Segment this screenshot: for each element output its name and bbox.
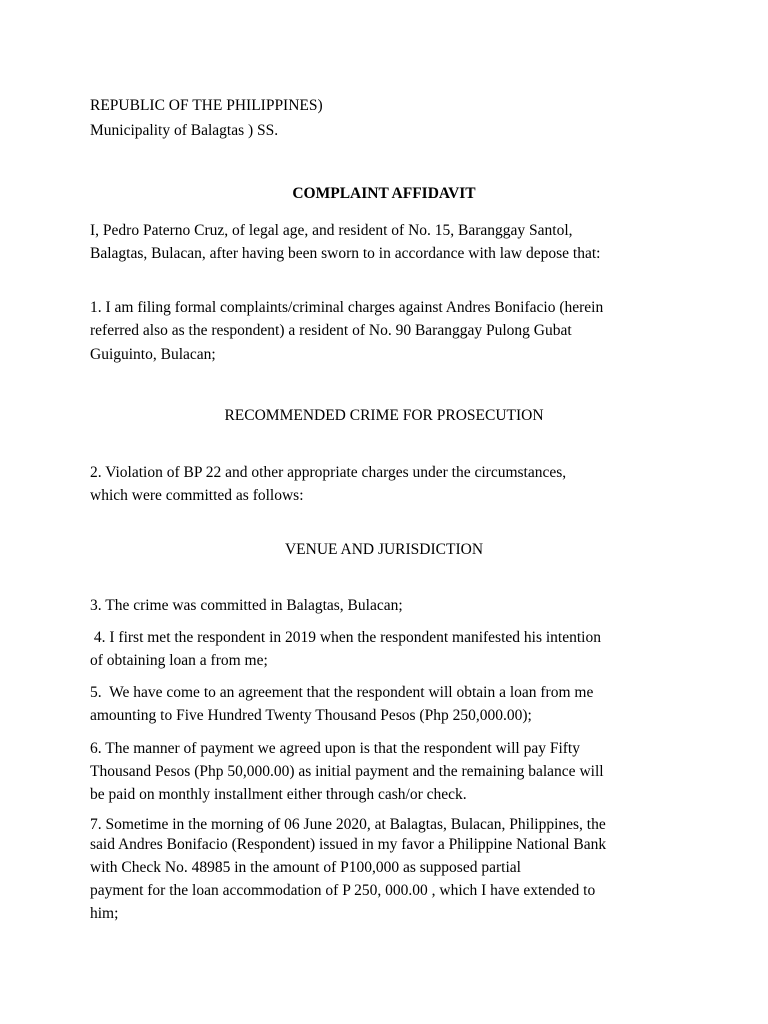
- para1-line-3: Guiguinto, Bulacan;: [90, 346, 216, 363]
- para6-line-3: be paid on monthly installment either through cash/or check.: [90, 786, 467, 803]
- header-municipality: Municipality of Balagtas ) SS.: [90, 122, 279, 139]
- para6-line-2: Thousand Pesos (Php 50,000.00) as initial payment and the remaining balance will: [90, 763, 604, 780]
- para4-line-1: 4. I first met the respondent in 2019 when the respondent manifested his intention: [90, 629, 601, 646]
- intro-line-1: I, Pedro Paterno Cruz, of legal age, and resident of No. 15, Baranggay Santol,: [90, 222, 573, 239]
- para5-line-1: 5. We have come to an agreement that the respondent will obtain a loan from me: [90, 684, 594, 701]
- para6-line-1: 6. The manner of payment we agreed upon is that the respondent will pay Fifty: [90, 740, 580, 757]
- para1-line-2: referred also as the respondent) a resident of No. 90 Baranggay Pulong Gubat: [90, 322, 572, 339]
- para2-line-2: which were committed as follows:: [90, 487, 304, 504]
- para7-line-3: with Check No. 48985 in the amount of P100,000 as supposed partial: [90, 859, 521, 876]
- para1-line-1: 1. I am filing formal complaints/criminal charges against Andres Bonifacio (herein: [90, 299, 604, 316]
- para5-line-2: amounting to Five Hundred Twenty Thousand Pesos (Php 250,000.00);: [90, 707, 532, 724]
- para7-line-5: him;: [90, 905, 119, 922]
- para7-line-2: said Andres Bonifacio (Respondent) issued in my favor a Philippine National Bank: [90, 836, 607, 853]
- para4-line-2: of obtaining loan a from me;: [90, 652, 268, 669]
- document-title: COMPLAINT AFFIDAVIT: [292, 185, 476, 202]
- para7-line-4: payment for the loan accommodation of P 250, 000.00 , which I have extended to: [90, 882, 596, 899]
- heading-venue: VENUE AND JURISDICTION: [284, 541, 484, 558]
- para3-line-1: 3. The crime was committed in Balagtas, Bulacan;: [90, 597, 403, 614]
- para7-line-1: 7. Sometime in the morning of 06 June 2020, at Balagtas, Bulacan, Philippines, the: [90, 816, 606, 833]
- header-republic: REPUBLIC OF THE PHILIPPINES): [90, 97, 323, 114]
- para2-line-1: 2. Violation of BP 22 and other appropriate charges under the circumstances,: [90, 464, 567, 481]
- intro-line-2: Balagtas, Bulacan, after having been sworn to in accordance with law depose that:: [90, 245, 601, 262]
- heading-recommended-crime: RECOMMENDED CRIME FOR PROSECUTION: [224, 407, 544, 424]
